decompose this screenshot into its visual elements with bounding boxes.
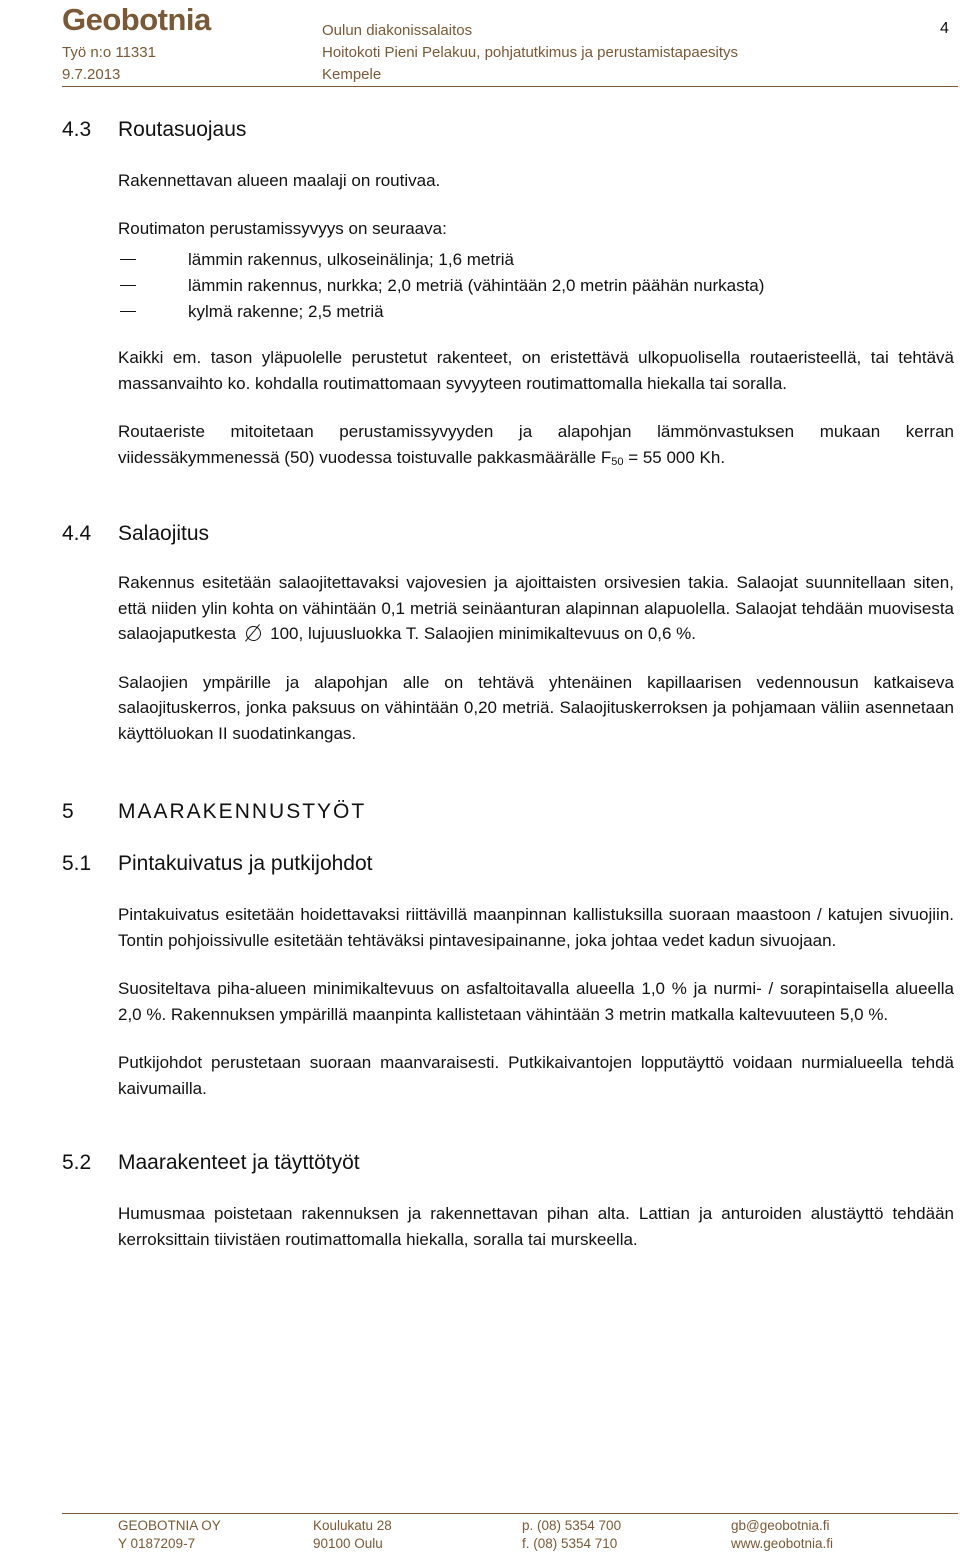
paragraph: Pintakuivatus esitetään hoidettavaksi riittävillä maanpinnan kallistuksilla suoraan maastoon / katujen sivuojiin. Tontin pohjoissivulle esitetään tehtäväksi pintavesipainanne, joka johtaa vedet kadun sivuojaan. [118,905,954,950]
dash-bullet [120,259,136,260]
section-number: 5.1 [62,852,92,875]
list-item: lämmin rakennus, nurkka; 2,0 metriä (vähintään 2,0 metrin päähän nurkasta) [118,273,954,299]
paragraph: Kaikki em. tason yläpuolelle perustetut rakenteet, on eristettävä ulkopuolisella routaeristeellä, tai tehtävä massanvaihto ko. kohdalla routimattomaan syvyyteen routimattomalla hiekalla tai soralla. [118,348,954,393]
website-link[interactable]: www.geobotnia.fi [731,1536,834,1551]
section-title: Maarakenteet ja täyttötyöt [118,1151,360,1174]
footer-company: GEOBOTNIA OY Y 0187209-7 [118,1518,221,1551]
paragraph: Humusmaa poistetaan rakennuksen ja rakennettavan pihan alta. Lattian ja anturoiden alustäyttö tehdään kerroksittain tiivistäen routimattomalla hiekalla, soralla tai murskeella. [118,1204,954,1249]
diameter-symbol-icon [244,624,262,642]
paragraph: Rakennettavan alueen maalaji on routivaa. [118,171,441,190]
section-number: 4.4 [62,522,92,545]
header-project-info [322,20,738,86]
list-item: kylmä rakenne; 2,5 metriä [118,299,954,325]
header-left [62,42,156,86]
footer-address: Koulukatu 28 90100 Oulu [313,1518,392,1551]
footer-phone: p. (08) 5354 700 f. (08) 5354 710 [522,1518,622,1551]
section-title: MAARAKENNUSTYÖT [118,800,367,823]
client-name: Oulun diakonissalaitos [322,22,473,39]
email-link[interactable]: gb@geobotnia.fi [731,1518,830,1533]
dash-bullet [120,311,136,312]
project-name: Hoitokoti Pieni Pelakuu, pohjatutkimus ja perustamistapaesitys [322,44,739,61]
header-divider [62,86,958,87]
list-item: lämmin rakennus, ulkoseinälinja; 1,6 metriä [118,247,954,273]
document-date: 9.7.2013 [62,66,121,83]
footer-divider [62,1513,958,1514]
section-title: Pintakuivatus ja putkijohdot [118,852,373,875]
paragraph: Routimaton perustamissyvyys on seuraava: [118,218,447,238]
paragraph: Routaeriste mitoitetaan perustamissyvyyden ja alapohjan lämmönvastuksen mukaan kerran viidessäkymmenessä (50) vuodessa toistuvalle pakkasmäärälle $F_{50} = 55$ 000 Kh. [118,422,954,468]
section-number: 5 [62,800,74,823]
paragraph: Rakennus esitetään salaojitettavaksi vajovesien ja ajoittaisten orsivesien takia. Salaojat suunnitellaan siten, että niiden ylin kohta on vähintään 0,1 metriä seinäanturan alapinnan alapuolella. Salaojat tehdään muovisesta salaojaputkesta 100, lujuusluokka T. Salaojien minimikaltevuus on 0,6 %. [118,573,954,643]
paragraph: Salaojien ympärille ja alapohjan alle on tehtävä yhtenäinen kapillaarisen vedennousun katkaiseva salaojituskerros, jonka paksuus on vähintään 0,20 metriä. Salaojituskerroksen ja pohjamaan väliin asennetaan käyttöluokan II suodatinkangas. [118,672,954,743]
heading-5-1 [62,850,954,878]
heading-4-4 [62,520,954,548]
work-number: Työ n:o 11331 [62,44,156,61]
subscript: 50 [611,455,624,468]
heading-4-3 [62,116,954,144]
paragraph: Putkijohdot perustetaan suoraan maanvaraisesti. Putkikaivantojen lopputäyttö voidaan nurmialueella tehdä kaivumailla. [118,1053,954,1098]
project-location: Kempele [322,66,382,83]
page-number: 4 [940,20,949,37]
heading-5 [62,798,954,826]
document-body [62,112,954,1252]
section-number: 5.2 [62,1151,92,1174]
section-title: Salaojitus [118,522,210,545]
depth-list [118,247,954,325]
dash-bullet [120,285,136,286]
footer-contact [731,1517,833,1553]
heading-5-2 [62,1149,954,1177]
section-title: Routasuojaus [118,118,247,141]
company-logo: Geobotnia [62,2,211,37]
paragraph: Suositeltava piha-alueen minimikaltevuus on asfaltoitavalla alueella 1,0 % ja nurmi- / sorapintaisella alueella 2,0 %. Rakennuksen ympärillä maanpinta kallistetaan vähintään 3 metrin matkalla kaltevuuteen 5,0 %. [118,979,954,1024]
section-number: 4.3 [62,118,92,141]
